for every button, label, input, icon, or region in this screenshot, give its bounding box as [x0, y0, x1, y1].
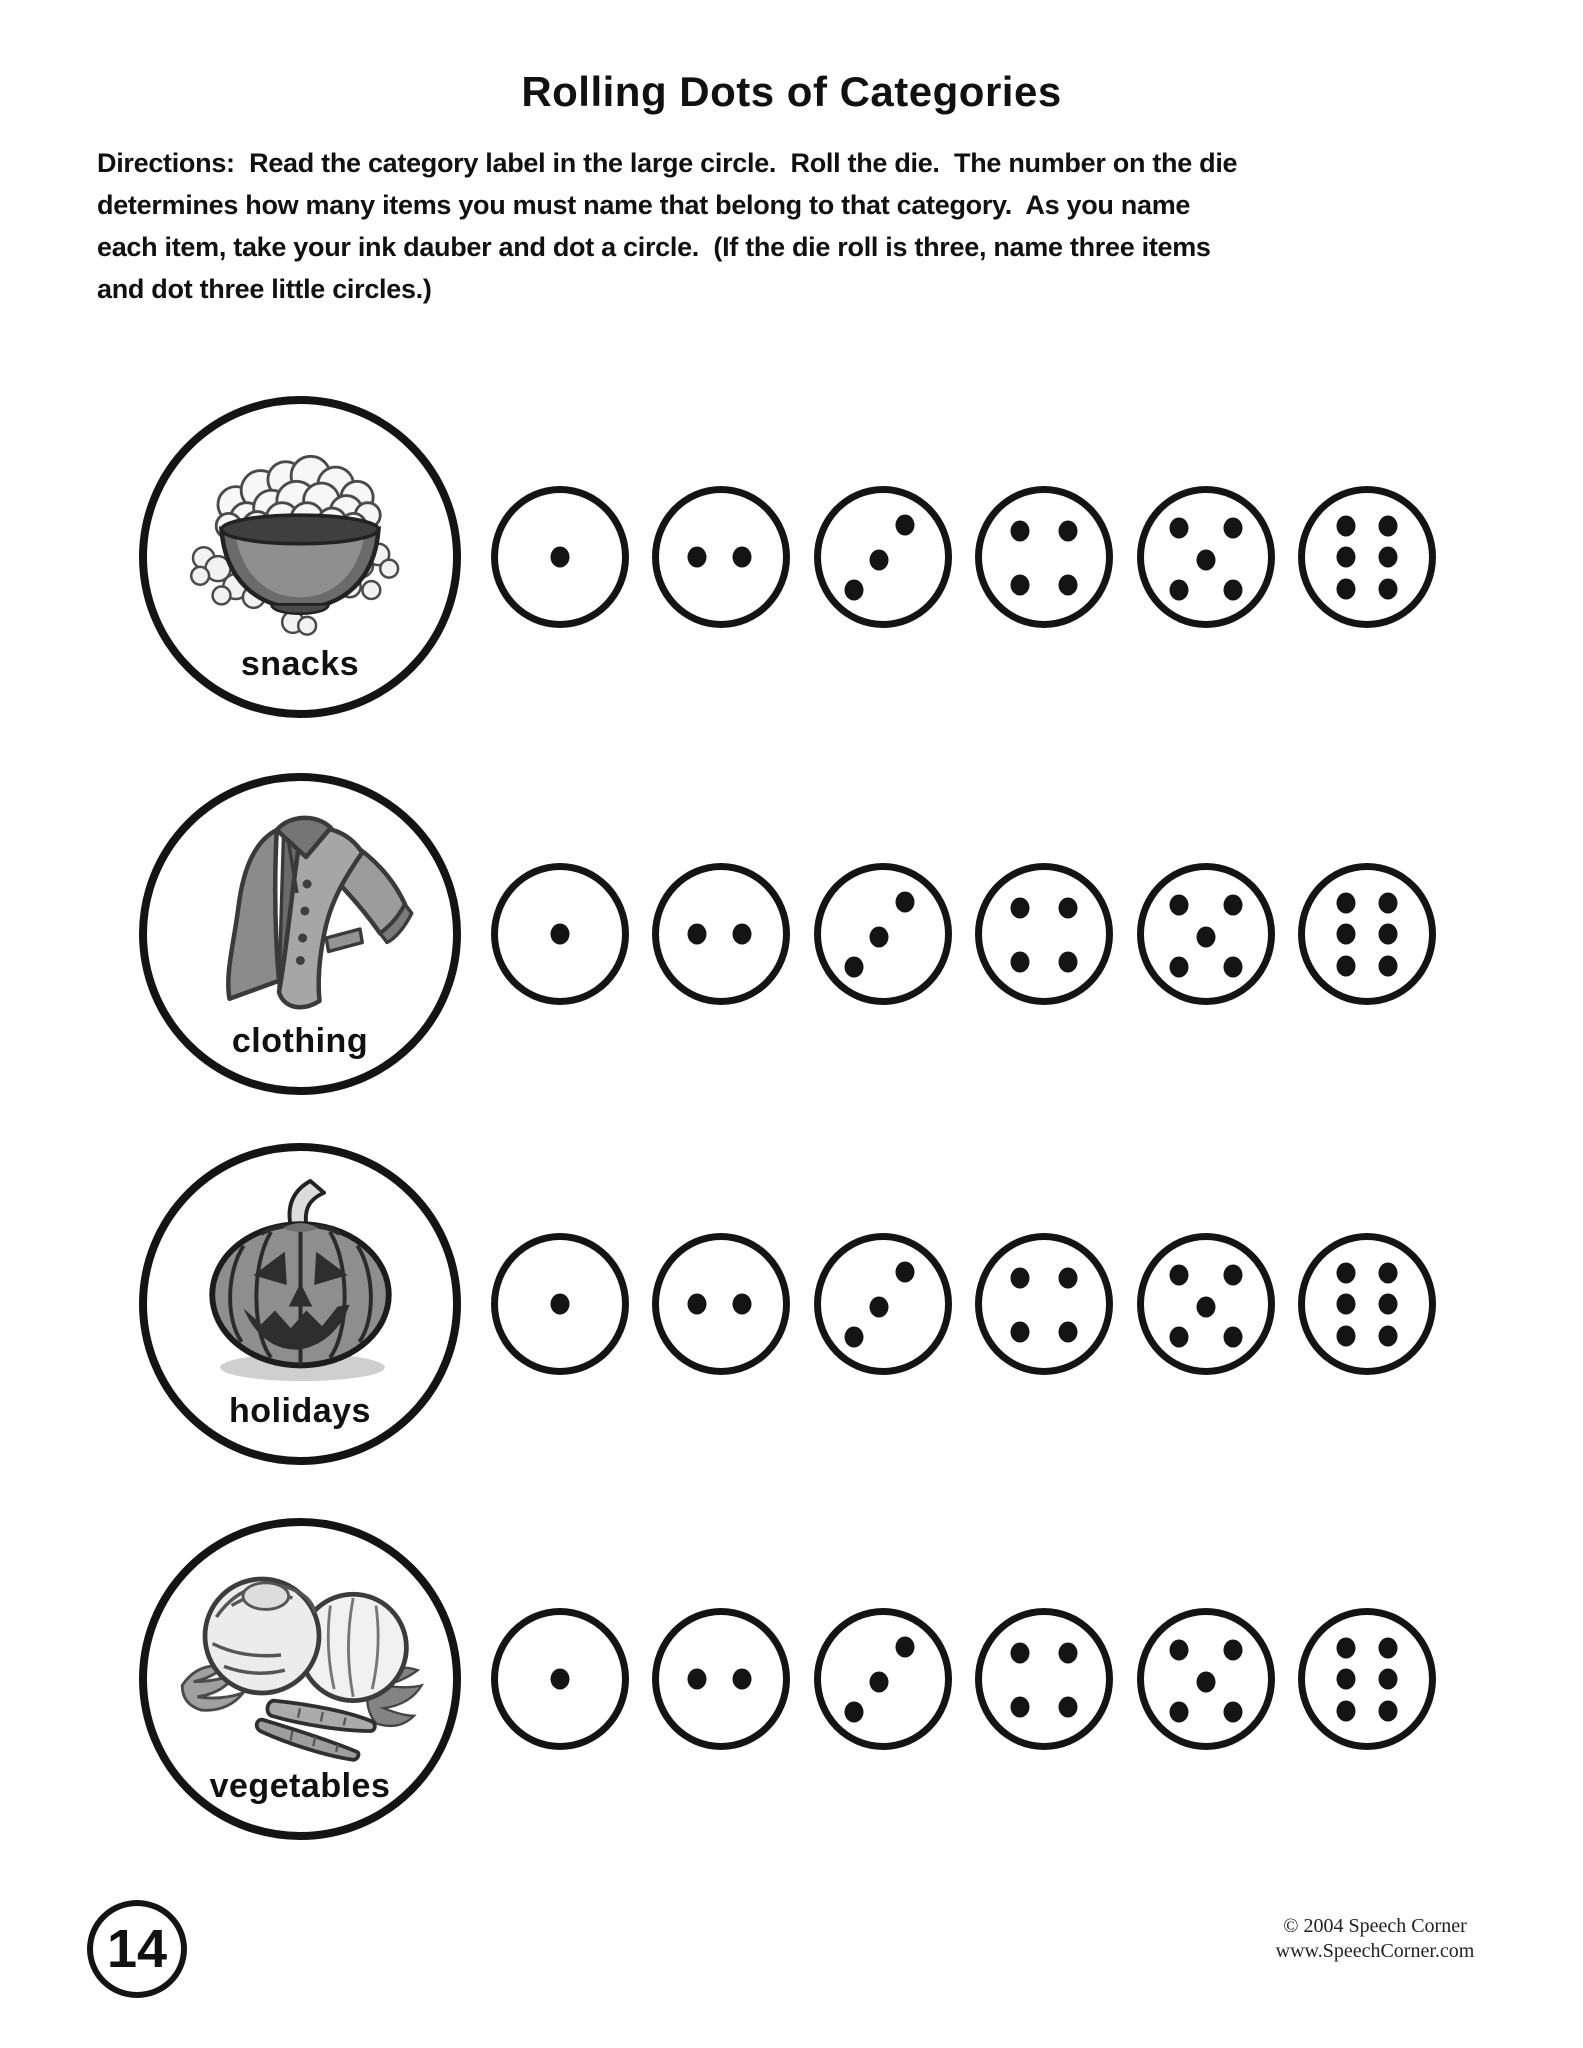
die-pip [551, 547, 570, 568]
die-pip [1336, 1294, 1355, 1315]
dot-circle-2 [652, 1608, 790, 1750]
die-pip [1058, 1268, 1077, 1289]
die-pip [896, 1262, 915, 1283]
category-label-snacks: snacks [240, 645, 360, 683]
dice-row-holidays [491, 1233, 1441, 1375]
die-pip [1197, 1671, 1216, 1692]
die-pip [1379, 579, 1398, 600]
page-number-circle [87, 1900, 187, 1998]
die-pip [1224, 894, 1243, 915]
die-pip [688, 924, 707, 945]
copyright-text [1245, 1914, 1505, 1964]
die-pip [1379, 1326, 1398, 1347]
dot-circle-4 [975, 863, 1113, 1005]
die-pip [551, 924, 570, 945]
dot-circle-3 [814, 486, 952, 628]
dot-circle-3 [814, 863, 952, 1005]
die-pip [1336, 893, 1355, 914]
die-pip [1058, 1322, 1077, 1343]
die-pip [1379, 1294, 1398, 1315]
dot-circle-5 [1137, 1608, 1275, 1750]
dot-circle-6 [1298, 486, 1436, 628]
die-pip [1336, 1263, 1355, 1284]
die-pip [1058, 575, 1077, 596]
die-pip [1224, 580, 1243, 601]
die-pip [845, 1702, 864, 1723]
popcorn-bowl-illustration [175, 426, 425, 640]
die-pip [1379, 956, 1398, 977]
cabbage-carrots-illustration [167, 1560, 433, 1769]
directions-line-4: and dot three little circles.) [97, 274, 432, 304]
die-pip [551, 1294, 570, 1315]
category-label-clothing: clothing [231, 1022, 369, 1060]
die-pip [1336, 956, 1355, 977]
dot-circle-3 [814, 1608, 952, 1750]
die-pip [1058, 1643, 1077, 1664]
dot-circle-1 [491, 486, 629, 628]
directions-text [97, 142, 1237, 310]
die-pip [1058, 521, 1077, 542]
copyright-line-2: www.SpeechCorner.com [1275, 1940, 1475, 1962]
die-pip [1336, 1701, 1355, 1722]
page-number: 14 [106, 1919, 168, 1979]
die-pip [1058, 1697, 1077, 1718]
die-pip [733, 1669, 752, 1690]
die-pip [1011, 1322, 1030, 1343]
die-pip [1011, 1697, 1030, 1718]
die-pip [1336, 1638, 1355, 1659]
dot-circle-2 [652, 486, 790, 628]
die-pip [1011, 1643, 1030, 1664]
copyright-line-1: © 2004 Speech Corner [1283, 1915, 1467, 1937]
die-pip [688, 547, 707, 568]
die-pip [1169, 580, 1188, 601]
directions-line-2: determines how many items you must name that belong to that category. As you name [97, 190, 1191, 220]
die-pip [1011, 1268, 1030, 1289]
die-pip [1224, 1264, 1243, 1285]
category-circle-vegetables [139, 1518, 461, 1840]
die-pip [1336, 516, 1355, 537]
dot-circle-1 [491, 1233, 629, 1375]
category-circle-holidays [139, 1143, 461, 1465]
dot-circle-2 [652, 1233, 790, 1375]
die-pip [551, 1669, 570, 1690]
die-pip [1379, 1638, 1398, 1659]
die-pip [1011, 521, 1030, 542]
jack-o-lantern-illustration [173, 1175, 428, 1391]
die-pip [1169, 957, 1188, 978]
die-pip [733, 924, 752, 945]
dot-circle-3 [814, 1233, 952, 1375]
die-pip [1379, 547, 1398, 568]
die-pip [870, 926, 889, 947]
dot-circle-4 [975, 1608, 1113, 1750]
die-pip [845, 580, 864, 601]
dot-circle-1 [491, 863, 629, 1005]
page-title: Rolling Dots of Categories [521, 68, 1062, 115]
die-pip [1058, 952, 1077, 973]
die-pip [870, 1296, 889, 1317]
die-pip [688, 1294, 707, 1315]
die-pip [1336, 924, 1355, 945]
category-label-vegetables: vegetables [209, 1767, 391, 1805]
die-pip [688, 1669, 707, 1690]
die-pip [845, 957, 864, 978]
dice-row-clothing [491, 863, 1441, 1005]
die-pip [1169, 1639, 1188, 1660]
dice-row-snacks [491, 486, 1441, 628]
die-pip [1197, 549, 1216, 570]
die-pip [1011, 952, 1030, 973]
die-pip [1011, 898, 1030, 919]
category-label-holidays: holidays [229, 1392, 371, 1430]
die-pip [1379, 516, 1398, 537]
die-pip [1224, 1639, 1243, 1660]
die-pip [870, 1671, 889, 1692]
die-pip [896, 1637, 915, 1658]
die-pip [1379, 893, 1398, 914]
die-pip [1224, 1327, 1243, 1348]
dot-circle-2 [652, 863, 790, 1005]
dot-circle-1 [491, 1608, 629, 1750]
die-pip [733, 547, 752, 568]
die-pip [1336, 547, 1355, 568]
dot-circle-6 [1298, 1608, 1436, 1750]
die-pip [1169, 1264, 1188, 1285]
die-pip [1224, 1702, 1243, 1723]
die-pip [1379, 1263, 1398, 1284]
die-pip [733, 1294, 752, 1315]
die-pip [1336, 1326, 1355, 1347]
die-pip [1197, 1296, 1216, 1317]
dot-circle-6 [1298, 1233, 1436, 1375]
die-pip [1169, 517, 1188, 538]
die-pip [1169, 894, 1188, 915]
dot-circle-5 [1137, 863, 1275, 1005]
dot-circle-4 [975, 486, 1113, 628]
coat-illustration [189, 803, 414, 1028]
dice-row-vegetables [491, 1608, 1441, 1750]
die-pip [896, 515, 915, 536]
die-pip [1224, 957, 1243, 978]
dot-circle-5 [1137, 1233, 1275, 1375]
dot-circle-6 [1298, 863, 1436, 1005]
die-pip [845, 1327, 864, 1348]
dot-circle-5 [1137, 486, 1275, 628]
die-pip [1379, 1701, 1398, 1722]
die-pip [1224, 517, 1243, 538]
die-pip [1336, 1669, 1355, 1690]
category-circle-clothing [139, 773, 461, 1095]
dot-circle-4 [975, 1233, 1113, 1375]
die-pip [1169, 1327, 1188, 1348]
die-pip [1011, 575, 1030, 596]
die-pip [1169, 1702, 1188, 1723]
die-pip [1379, 924, 1398, 945]
die-pip [1379, 1669, 1398, 1690]
directions-line-1: Directions: Read the category label in the large circle. Roll the die. The number on the die [97, 148, 1238, 178]
die-pip [896, 892, 915, 913]
directions-line-3: each item, take your ink dauber and dot a circle. (If the die roll is three, name three items [97, 232, 1211, 262]
die-pip [1336, 579, 1355, 600]
die-pip [1197, 926, 1216, 947]
die-pip [1058, 898, 1077, 919]
category-circle-snacks [139, 396, 461, 718]
die-pip [870, 549, 889, 570]
